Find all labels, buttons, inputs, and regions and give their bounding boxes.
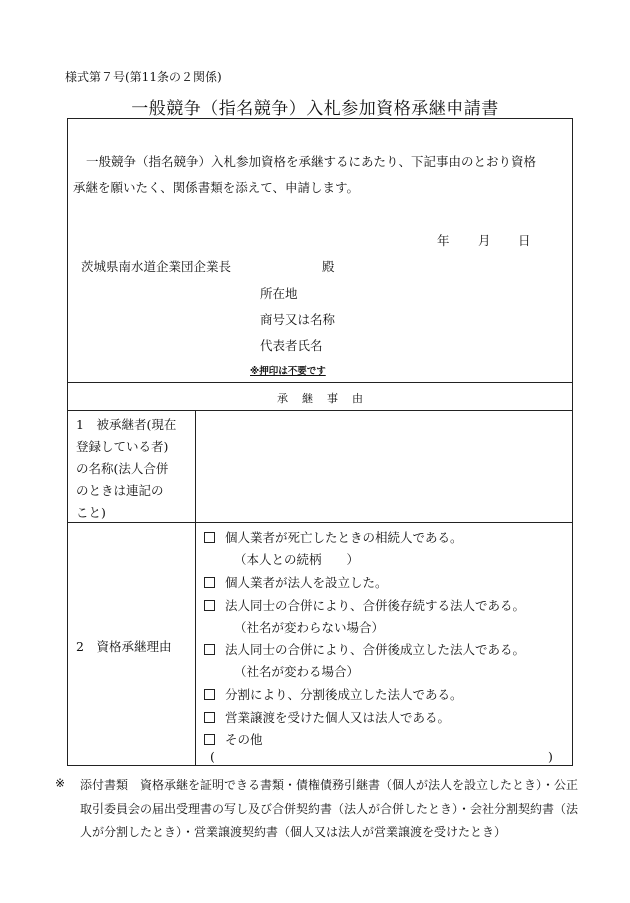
option-inheritance[interactable]: 個人業者が死亡したときの相続人である。 bbox=[204, 528, 463, 546]
date-day: 日 bbox=[518, 233, 531, 248]
option-merger-new-note: （社名が変わる場合） bbox=[234, 664, 360, 679]
other-detail-field[interactable] bbox=[222, 750, 542, 764]
section-heading-char: 承 bbox=[277, 392, 288, 405]
form-number: 様式第７号(第11条の２関係) bbox=[65, 70, 222, 84]
option-split[interactable]: 分割により、分割後成立した法人である。 bbox=[204, 685, 463, 703]
seal-notice: ※押印は不要です bbox=[250, 366, 326, 377]
row1-value-field[interactable] bbox=[200, 416, 568, 516]
section-heading bbox=[67, 390, 573, 406]
checkbox[interactable] bbox=[204, 734, 215, 745]
intro-line-1: 一般競争（指名競争）入札参加資格を承継するにあたり、下記事由のとおり資格 bbox=[86, 154, 537, 169]
option-business-transfer[interactable]: 営業譲渡を受けた個人又は法人である。 bbox=[204, 708, 450, 726]
other-paren-close: ) bbox=[548, 749, 553, 764]
representative-label: 代表者氏名 bbox=[260, 338, 323, 353]
address-label: 所在地 bbox=[260, 286, 298, 301]
section-heading-char: 事 bbox=[327, 392, 338, 405]
row1-label-line: こと) bbox=[76, 505, 106, 520]
other-paren-open: ( bbox=[210, 749, 215, 764]
footnote-line-3: 人が分割したとき）・営業譲渡契約書（個人又は法人が営業譲渡を受けたとき） bbox=[80, 825, 507, 839]
option-other[interactable]: その他 bbox=[204, 730, 263, 748]
option-merger-new[interactable]: 法人同士の合併により、合併後成立した法人である。 bbox=[204, 640, 525, 658]
page-title: 一般競争（指名競争）入札参加資格承継申請書 bbox=[131, 99, 499, 119]
addressee-name: 茨城県南水道企業団企業長 bbox=[81, 259, 232, 274]
row1-label-line: 登録している者) bbox=[76, 439, 169, 454]
checkbox[interactable] bbox=[204, 712, 215, 723]
date-month: 月 bbox=[478, 233, 491, 248]
checkbox[interactable] bbox=[204, 577, 215, 588]
option-incorporation[interactable]: 個人業者が法人を設立した。 bbox=[204, 573, 388, 591]
addressee-honorific: 殿 bbox=[322, 259, 335, 274]
row1-label bbox=[76, 414, 176, 524]
option-merger-surviving-note: （社名が変わらない場合） bbox=[234, 620, 385, 635]
divider-column bbox=[195, 410, 196, 766]
footnote-line-2: 取引委員会の届出受理書の写し及び合併契約書（法人が合併したとき）・会社分割契約書（法 bbox=[80, 802, 579, 816]
footnote-line-1: 添付書類 資格承継を証明できる書類・債権債務引継書（個人が法人を設立したとき）・公正 bbox=[80, 778, 579, 792]
section-heading-char: 由 bbox=[352, 392, 363, 405]
footnote-mark: ※ bbox=[55, 776, 66, 790]
row1-label-line: 1 被承継者(現在 bbox=[76, 417, 177, 432]
divider-heading-top bbox=[67, 382, 573, 383]
row1-label-line: の名称(法人合併 bbox=[76, 461, 169, 476]
intro-line-2: 承継を願いたく、関係書類を添えて、申請します。 bbox=[73, 180, 360, 195]
row1-label-line: のときは連記の bbox=[76, 483, 164, 498]
section-heading-char: 継 bbox=[302, 392, 313, 405]
checkbox[interactable] bbox=[204, 644, 215, 655]
option-relationship-note: （本人との続柄 ） bbox=[234, 552, 360, 567]
row2-label: 2 資格承継理由 bbox=[76, 639, 172, 654]
trade-name-label: 商号又は名称 bbox=[260, 312, 336, 327]
date-year: 年 bbox=[437, 233, 450, 248]
checkbox[interactable] bbox=[204, 600, 215, 611]
divider-heading-bottom bbox=[67, 410, 573, 411]
checkbox[interactable] bbox=[204, 532, 215, 543]
checkbox[interactable] bbox=[204, 689, 215, 700]
option-merger-surviving[interactable]: 法人同士の合併により、合併後存続する法人である。 bbox=[204, 596, 525, 614]
